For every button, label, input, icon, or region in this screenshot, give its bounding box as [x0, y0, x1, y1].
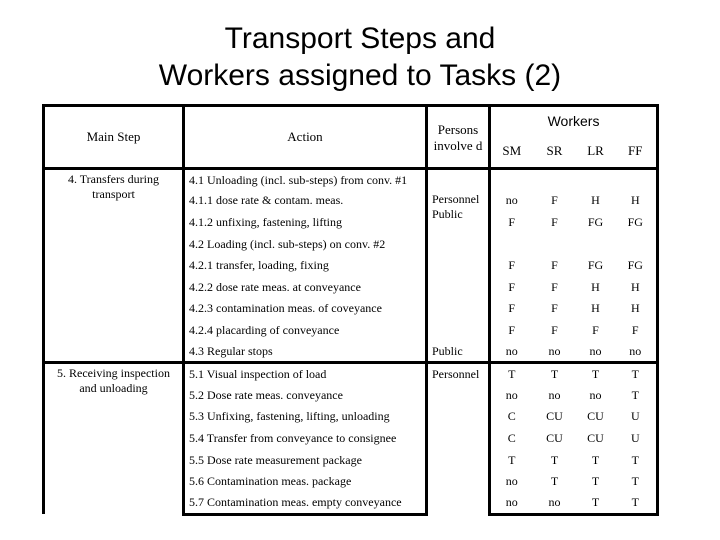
ff-cell: FG — [615, 212, 658, 234]
lr-cell: T — [591, 452, 600, 467]
header-ff: FF — [615, 136, 658, 169]
slide-title — [0, 20, 720, 94]
tasks-table — [42, 104, 659, 516]
lr-cell: F — [592, 322, 599, 337]
sm-cell: T — [508, 452, 516, 467]
action-cell: 5.6 Contamination meas. package — [184, 471, 427, 493]
sr-cell: F — [551, 301, 558, 316]
ff-cell: T — [615, 363, 658, 385]
ff-cell — [615, 169, 658, 191]
sr-cell: T — [550, 452, 559, 467]
ff-cell: F — [615, 320, 658, 342]
action-cell: 5.2 Dose rate meas. conveyance — [184, 384, 427, 406]
header-main-step: Main Step — [44, 106, 184, 169]
sr-cell: F — [551, 193, 558, 208]
tasks-table-container — [42, 104, 656, 508]
sr-cell: CU — [546, 430, 563, 445]
sr-cell: F — [551, 279, 558, 294]
action-cell: 5.1 Visual inspection of load — [184, 363, 427, 385]
lr-cell — [577, 169, 615, 191]
header-lr: LR — [587, 143, 604, 159]
action-cell: 5.3 Unfixing, fastening, lifting, unloading — [184, 406, 427, 428]
ff-cell: U — [615, 406, 658, 428]
header-sm: SM — [502, 143, 522, 159]
lr-cell: T — [577, 492, 615, 514]
sm-cell: no — [505, 387, 518, 402]
action-cell: 5.7 Contamination meas. empty conveyance — [184, 492, 427, 514]
action-cell: 4.2.3 contamination meas. of coveyance — [184, 298, 427, 320]
lr-cell: no — [589, 343, 602, 358]
sr-cell: no — [533, 492, 577, 514]
persons-cell: Public — [427, 341, 490, 363]
ff-cell: H — [615, 298, 658, 320]
action-cell: 5.4 Transfer from conveyance to consignee — [184, 428, 427, 450]
ff-cell: FG — [615, 255, 658, 277]
sr-cell: F — [551, 322, 558, 337]
ff-cell: T — [615, 471, 658, 493]
sr-cell — [533, 233, 577, 255]
lr-cell: FG — [587, 214, 604, 229]
persons-cell: Personnel Public — [427, 190, 490, 341]
sm-cell: F — [508, 301, 516, 316]
lr-cell — [577, 233, 615, 255]
ff-cell: H — [615, 276, 658, 298]
sm-cell: F — [508, 279, 516, 294]
sm-cell: no — [490, 492, 533, 514]
sr-cell: no — [548, 387, 561, 402]
sm-cell: no — [505, 193, 518, 208]
title-line-2: Workers assigned to Tasks (2) — [158, 59, 562, 92]
sr-cell: CU — [546, 409, 563, 424]
table-row — [44, 169, 658, 191]
table-row — [44, 363, 658, 385]
ff-cell: T — [615, 449, 658, 471]
sm-cell: F — [508, 322, 516, 337]
sm-cell: C — [507, 409, 516, 424]
ff-cell: U — [615, 428, 658, 450]
ff-cell — [615, 233, 658, 255]
action-cell: 5.5 Dose rate measurement package — [184, 449, 427, 471]
header-persons-involved: Persons involve d — [427, 106, 490, 169]
lr-cell: FG — [587, 258, 604, 273]
main-step-5: 5. Receiving inspection and unloading — [44, 363, 184, 514]
action-cell: 4.1.1 dose rate & contam. meas. — [184, 190, 427, 212]
sr-cell: F — [551, 258, 558, 273]
header-action: Action — [184, 106, 427, 169]
sm-cell: F — [508, 258, 516, 273]
sm-cell: C — [507, 430, 516, 445]
persons-cell — [427, 169, 490, 191]
action-cell: 4.2.1 transfer, loading, fixing — [184, 255, 427, 277]
action-cell: 4.1.2 unfixing, fastening, lifting — [184, 212, 427, 234]
ff-cell: T — [615, 384, 658, 406]
persons-cell: Personnel — [427, 363, 490, 514]
lr-cell: T — [577, 363, 615, 385]
lr-cell: H — [591, 193, 600, 208]
sm-cell: no — [505, 474, 518, 489]
header-workers: Workers — [490, 106, 658, 136]
action-cell: 4.1 Unloading (incl. sub-steps) from conv. #1 — [184, 169, 427, 191]
sm-cell: T — [490, 363, 533, 385]
ff-cell: no — [615, 341, 658, 363]
action-cell: 4.2 Loading (incl. sub-steps) on conv. #2 — [184, 233, 427, 255]
sm-cell: F — [508, 214, 516, 229]
lr-cell: T — [591, 474, 600, 489]
title-line-1: Transport Steps and — [224, 22, 496, 55]
ff-cell: H — [615, 190, 658, 212]
lr-cell: CU — [587, 409, 604, 424]
header-sr: SR — [546, 143, 563, 159]
sm-cell — [490, 169, 533, 191]
action-cell: 4.3 Regular stops — [184, 341, 427, 363]
action-cell: 4.2.2 dose rate meas. at conveyance — [184, 276, 427, 298]
sr-cell — [533, 169, 577, 191]
sr-cell: F — [551, 214, 558, 229]
lr-cell: H — [591, 279, 600, 294]
main-step-4: 4. Transfers during transport — [44, 169, 184, 363]
sr-cell: T — [550, 474, 559, 489]
lr-cell: H — [591, 301, 600, 316]
sm-cell — [490, 233, 533, 255]
ff-cell: T — [615, 492, 658, 514]
sm-cell: no — [505, 343, 518, 358]
lr-cell: no — [589, 387, 602, 402]
sr-cell: no — [548, 343, 561, 358]
action-cell: 4.2.4 placarding of conveyance — [184, 320, 427, 342]
sr-cell: T — [533, 363, 577, 385]
lr-cell: CU — [587, 430, 604, 445]
